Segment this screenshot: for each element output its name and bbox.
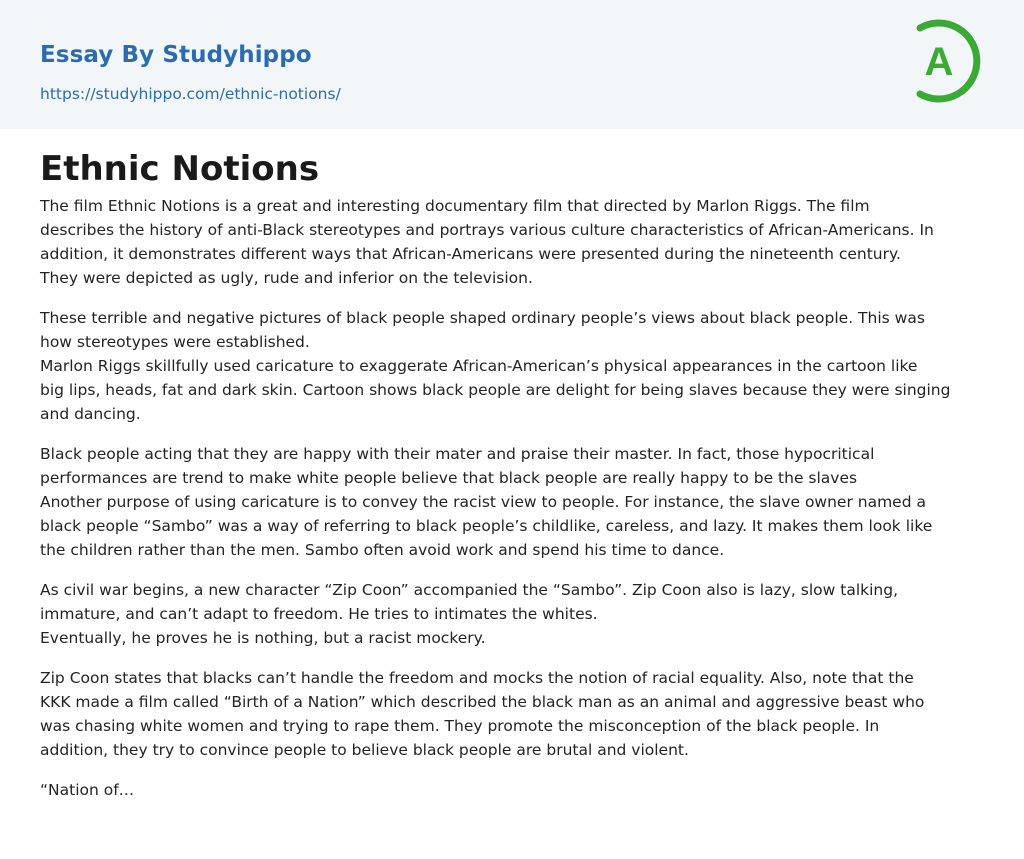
paragraph-line: the children rather than the men. Sambo often avoid work and spend his time to dance. bbox=[40, 541, 725, 559]
paragraph-line: Marlon Riggs skillfully used caricature to exaggerate African-American’s physical appearances in the cartoon like bbox=[40, 357, 918, 375]
paragraph-line: addition, it demonstrates different ways that African-Americans were presented during the nineteenth century. bbox=[40, 245, 901, 263]
essay-body bbox=[40, 194, 984, 802]
page-title: Ethnic Notions bbox=[40, 149, 320, 189]
paragraph-line: immature, and can’t adapt to freedom. He tries to intimates the whites. bbox=[40, 605, 598, 623]
essay-content bbox=[0, 129, 1024, 802]
paragraph-line: addition, they try to convince people to believe black people are brutal and violent. bbox=[40, 741, 689, 759]
brand-title[interactable]: Essay By Studyhippo bbox=[40, 42, 312, 68]
paragraph-line: how stereotypes were established. bbox=[40, 333, 310, 351]
essay-paragraph bbox=[40, 442, 984, 562]
paragraph-line: As civil war begins, a new character “Zip Coon” accompanied the “Sambo”. Zip Coon also is lazy, slow talking, bbox=[40, 581, 899, 599]
essay-url-link[interactable]: https://studyhippo.com/ethnic-notions/ bbox=[40, 85, 341, 103]
paragraph-line: and dancing. bbox=[40, 405, 141, 423]
paragraph-line: They were depicted as ugly, rude and inferior on the television. bbox=[40, 269, 533, 287]
site-header bbox=[0, 0, 1024, 129]
essay-paragraph bbox=[40, 306, 984, 426]
studyhippo-logo-icon[interactable] bbox=[904, 18, 990, 104]
paragraph-line: was chasing white women and trying to rape them. They promote the misconception of the black people. In bbox=[40, 717, 880, 735]
paragraph-line: Eventually, he proves he is nothing, but a racist mockery. bbox=[40, 629, 486, 647]
essay-paragraph bbox=[40, 666, 984, 762]
paragraph-line: Another purpose of using caricature is to convey the racist view to people. For instance, the slave owner named a bbox=[40, 493, 926, 511]
paragraph-line: performances are trend to make white people believe that black people are really happy to be the slaves bbox=[40, 469, 858, 487]
paragraph-line: The film Ethnic Notions is a great and interesting documentary film that directed by Marlon Riggs. The film bbox=[40, 197, 870, 215]
paragraph-line: KKK made a film called “Birth of a Nation” which described the black man as an animal and aggressive beast who bbox=[40, 693, 925, 711]
paragraph-line: These terrible and negative pictures of black people shaped ordinary people’s views about black people. This was bbox=[40, 309, 925, 327]
logo-letter: A bbox=[924, 40, 954, 84]
essay-paragraph bbox=[40, 194, 984, 290]
paragraph-line: black people “Sambo” was a way of referring to black people’s childlike, careless, and lazy. It makes them look like bbox=[40, 517, 933, 535]
essay-paragraph bbox=[40, 578, 984, 650]
paragraph-line: describes the history of anti-Black stereotypes and portrays various culture characteristics of African-Americans. In bbox=[40, 221, 934, 239]
paragraph-line: big lips, heads, fat and dark skin. Cartoon shows black people are delight for being slaves because they were singing bbox=[40, 381, 951, 399]
paragraph-line: Zip Coon states that blacks can’t handle the freedom and mocks the notion of racial equality. Also, note that the bbox=[40, 669, 914, 687]
essay-paragraph bbox=[40, 778, 984, 802]
paragraph-line: “Nation of… bbox=[40, 781, 135, 799]
paragraph-line: Black people acting that they are happy with their mater and praise their master. In fact, those hypocritical bbox=[40, 445, 875, 463]
